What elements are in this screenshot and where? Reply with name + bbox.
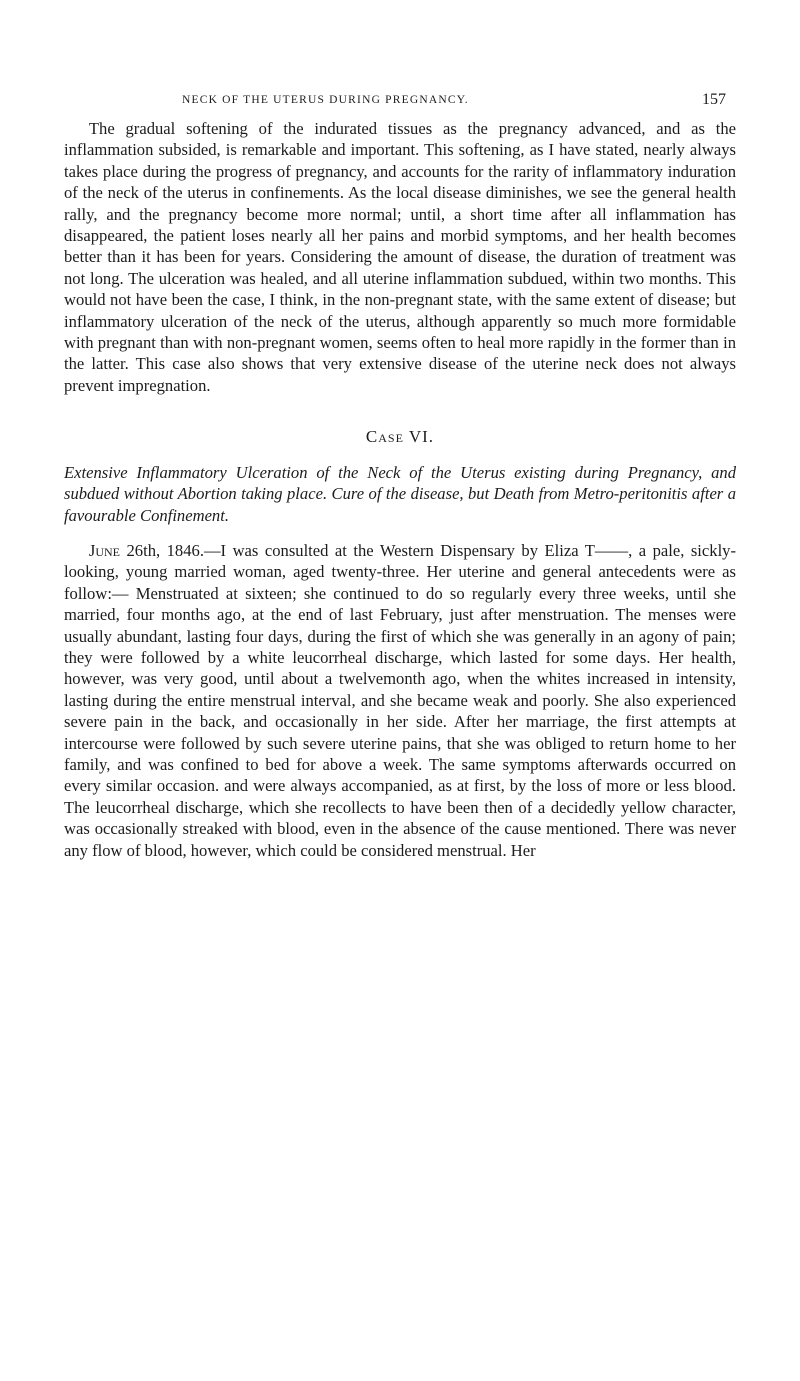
- paragraph-case-history: [64, 540, 736, 861]
- running-title: NECK OF THE UTERUS DURING PREGNANCY.: [182, 94, 469, 106]
- page-number: 157: [702, 91, 726, 108]
- case-heading: Case VI.: [365, 427, 435, 447]
- running-head: [92, 91, 726, 114]
- page-body: [64, 118, 736, 861]
- case-title: Extensive Inflammatory Ulceration of the Neck of the Uterus existing during Pregnancy, and subdued without Abortion taking place. Cure of the disease, but Death from Metro-peritonitis after a favourable Confinement.: [64, 462, 736, 525]
- paragraph-discussion: The gradual softening of the indurated tissues as the pregnancy advanced, and as the inflammation subsided, is remarkable and important. This softening, as I have stated, nearly always takes place during the progress of pregnancy, and accounts for the rarity of inflammatory induration of the neck of the uterus in confinements. As the local disease diminishes, we see the general health rally, and the pregnancy become more normal; until, a short time after all inflammation has disappeared, the patient loses nearly all her pains and morbid symptoms, and her health becomes better than it has been for years. Considering the amount of disease, the duration of treatment was not long. The ulceration was healed, and all uterine inflammation subdued, within two months. This would not have been the case, I think, in the non-pregnant state, with the same extent of disease; but inflammatory ulceration of the neck of the uterus, although apparently so much more formidable with pregnant than with non-pregnant women, seems often to heal more rapidly in the former than in the latter. This case also shows that very extensive disease of the uterine neck does not always prevent impregnation.: [64, 119, 736, 395]
- case-date-month: June: [88, 540, 121, 560]
- case-history-text: 26th, 1846.—I was consulted at the Western Dispensary by Eliza T——, a pale, sickly-looking, young married woman, aged twenty-three. Her uterine and general antecedents were as follow:— Menstruated at sixteen; she continued to do so regularly every three weeks, until she married, four months ago, at the end of last February, just after menstruation. The menses were usually abundant, lasting four days, during the first of which she was generally in an agony of pain; they were followed by a white leucorrheal discharge, which lasted for some days. Her health, however, was very good, until about a twelvemonth ago, when the whites increased in intensity, lasting during the entire menstrual interval, and she became weak and poorly. She also experienced severe pain in the back, and occasionally in her side. After her marriage, the first attempts at intercourse were followed by such severe uterine pains, that she was obliged to return home to her family, and was confined to bed for above a week. The same symptoms afterwards occurred on every similar occasion. and were always accompanied, as at first, by the loss of more or less blood. The leucorrheal discharge, which she recollects to have been then of a decidedly yellow character, was occasionally streaked with blood, even in the absence of the cause mentioned. There was never any flow of blood, however, which could be considered menstrual. Her: [64, 540, 736, 860]
